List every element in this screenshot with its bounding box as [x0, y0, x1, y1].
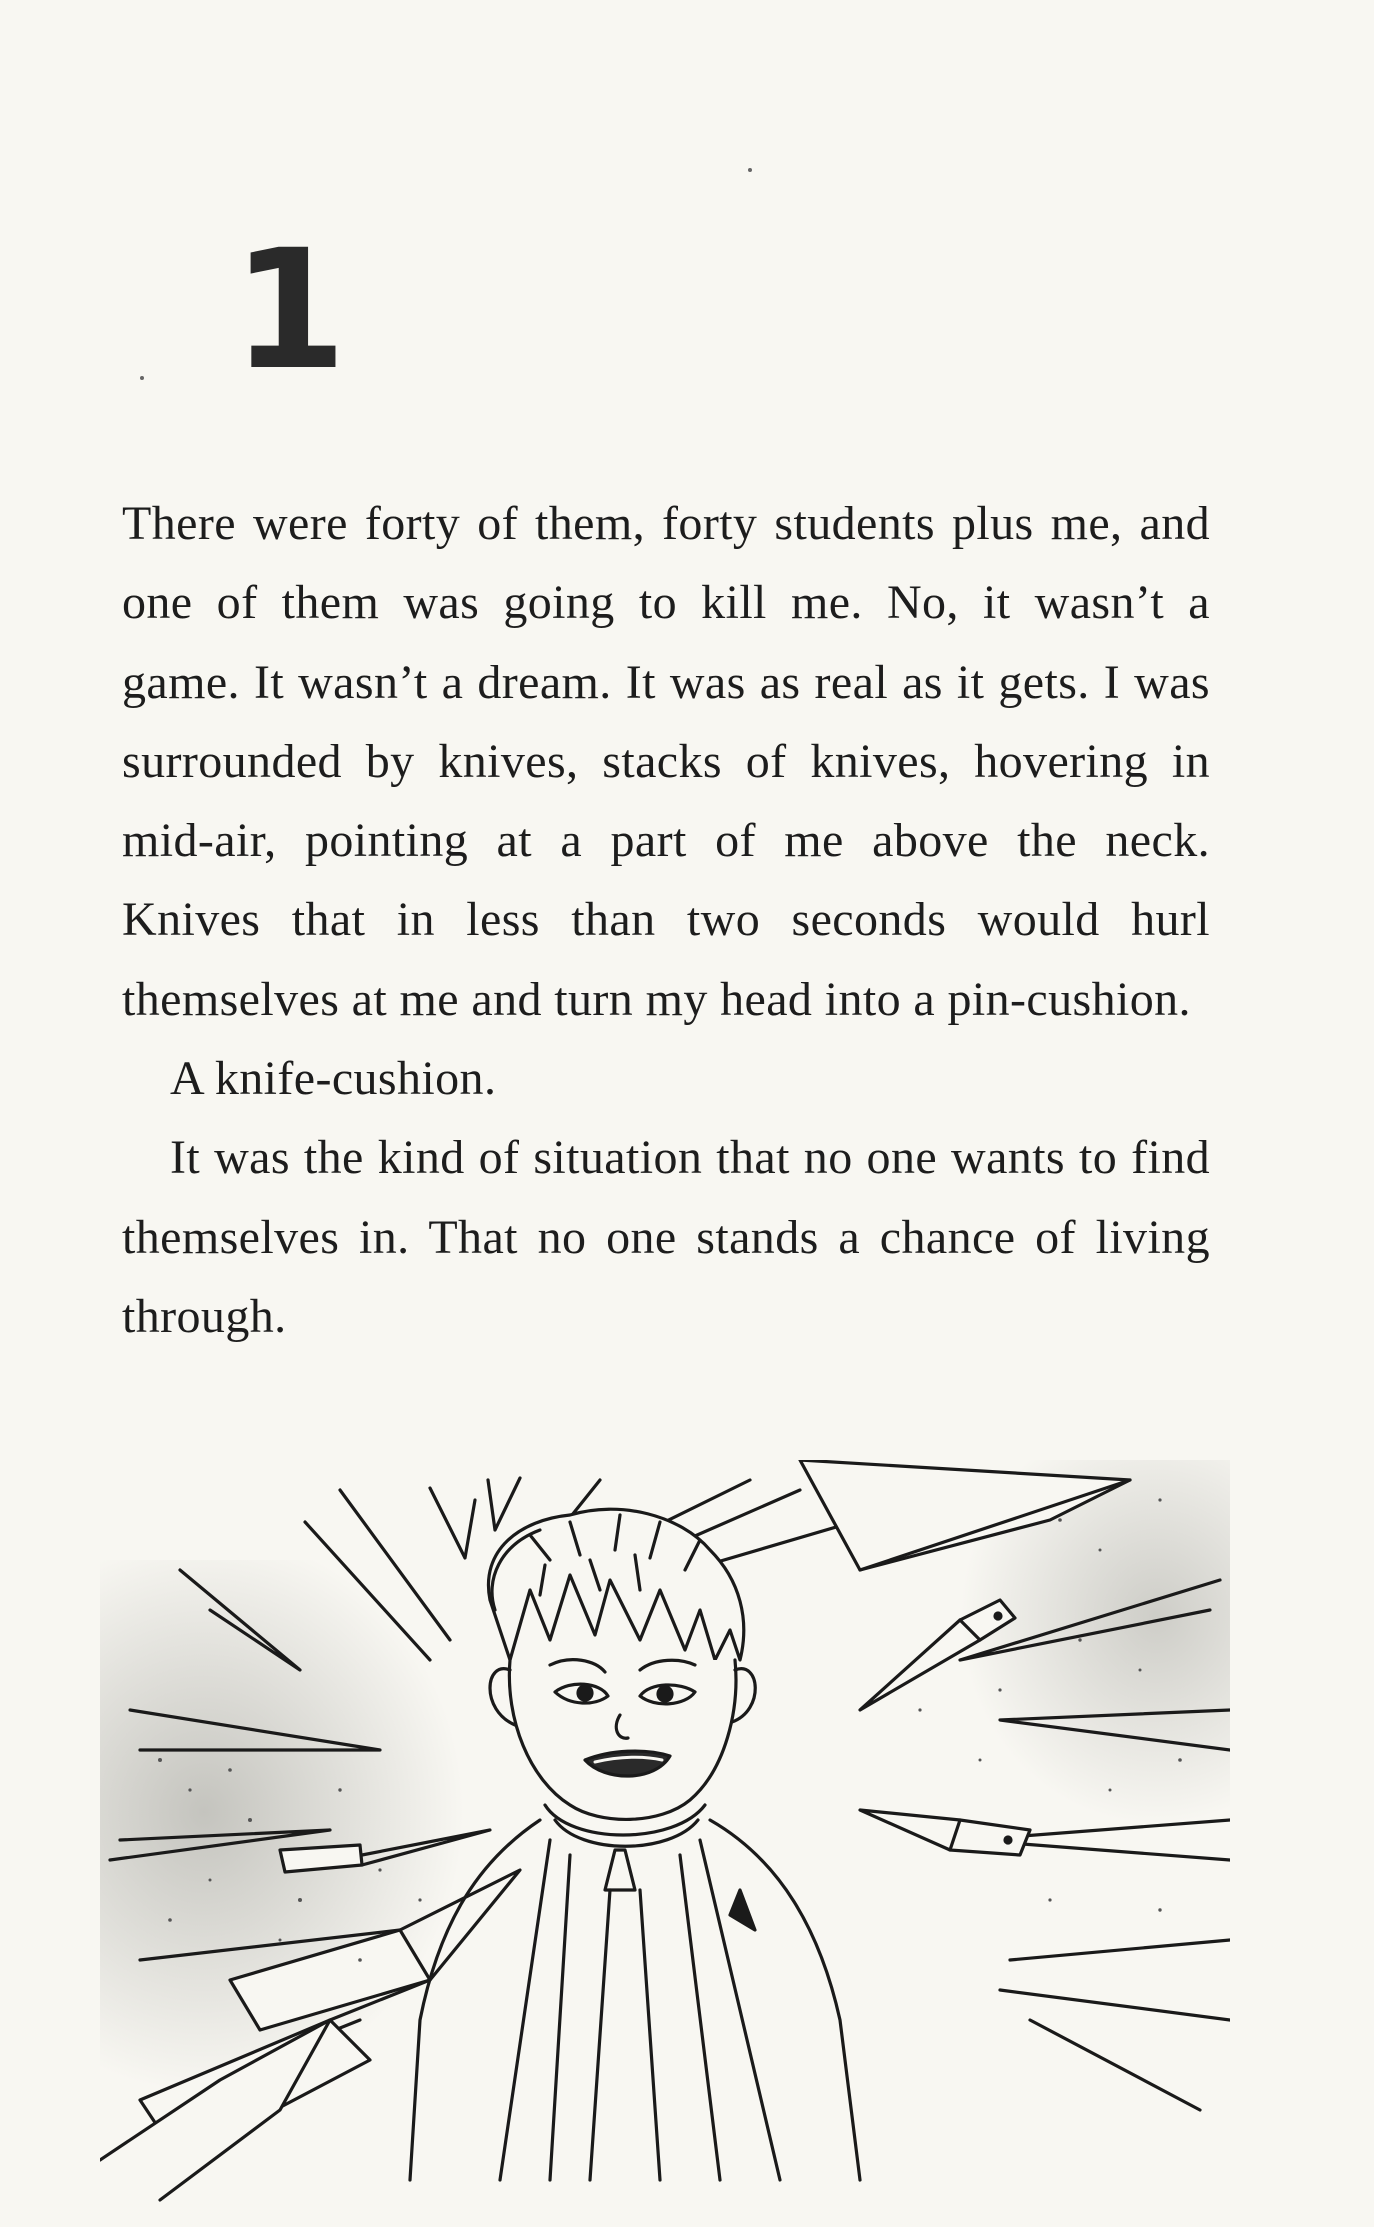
- shading-left: [100, 1560, 620, 2120]
- blade-line: [1030, 2020, 1200, 2110]
- chapter-text: [122, 484, 1210, 1356]
- knives-illustration: [100, 1460, 1230, 2210]
- blade-line: [488, 1478, 520, 1530]
- eye-left: [578, 1686, 592, 1700]
- paragraph-3: It was the kind of situation that no one wants to find themselves in. That no one stands a chance of living through.: [122, 1131, 1210, 1343]
- eye-right: [658, 1687, 672, 1701]
- chapter-number: 1: [232, 214, 347, 406]
- blade-line: [430, 1488, 475, 1558]
- paper-speck: [140, 376, 144, 380]
- blade-line: [1000, 1990, 1230, 2020]
- paragraph-2: A knife-cushion.: [170, 1052, 497, 1106]
- paragraph-1: There were forty of them, forty students plus me, and one of them was going to kill me. No, it wasn’t a game. It wasn’t a dream. It was as real as it gets. I was surrounded by knives, stacks of knives, hovering in mid-air, pointing at a part of me above the neck. Knives that in less than two seconds would hurl themselves at me and turn my head into a pin-cushion.: [122, 497, 1210, 1026]
- paper-speck: [748, 168, 752, 172]
